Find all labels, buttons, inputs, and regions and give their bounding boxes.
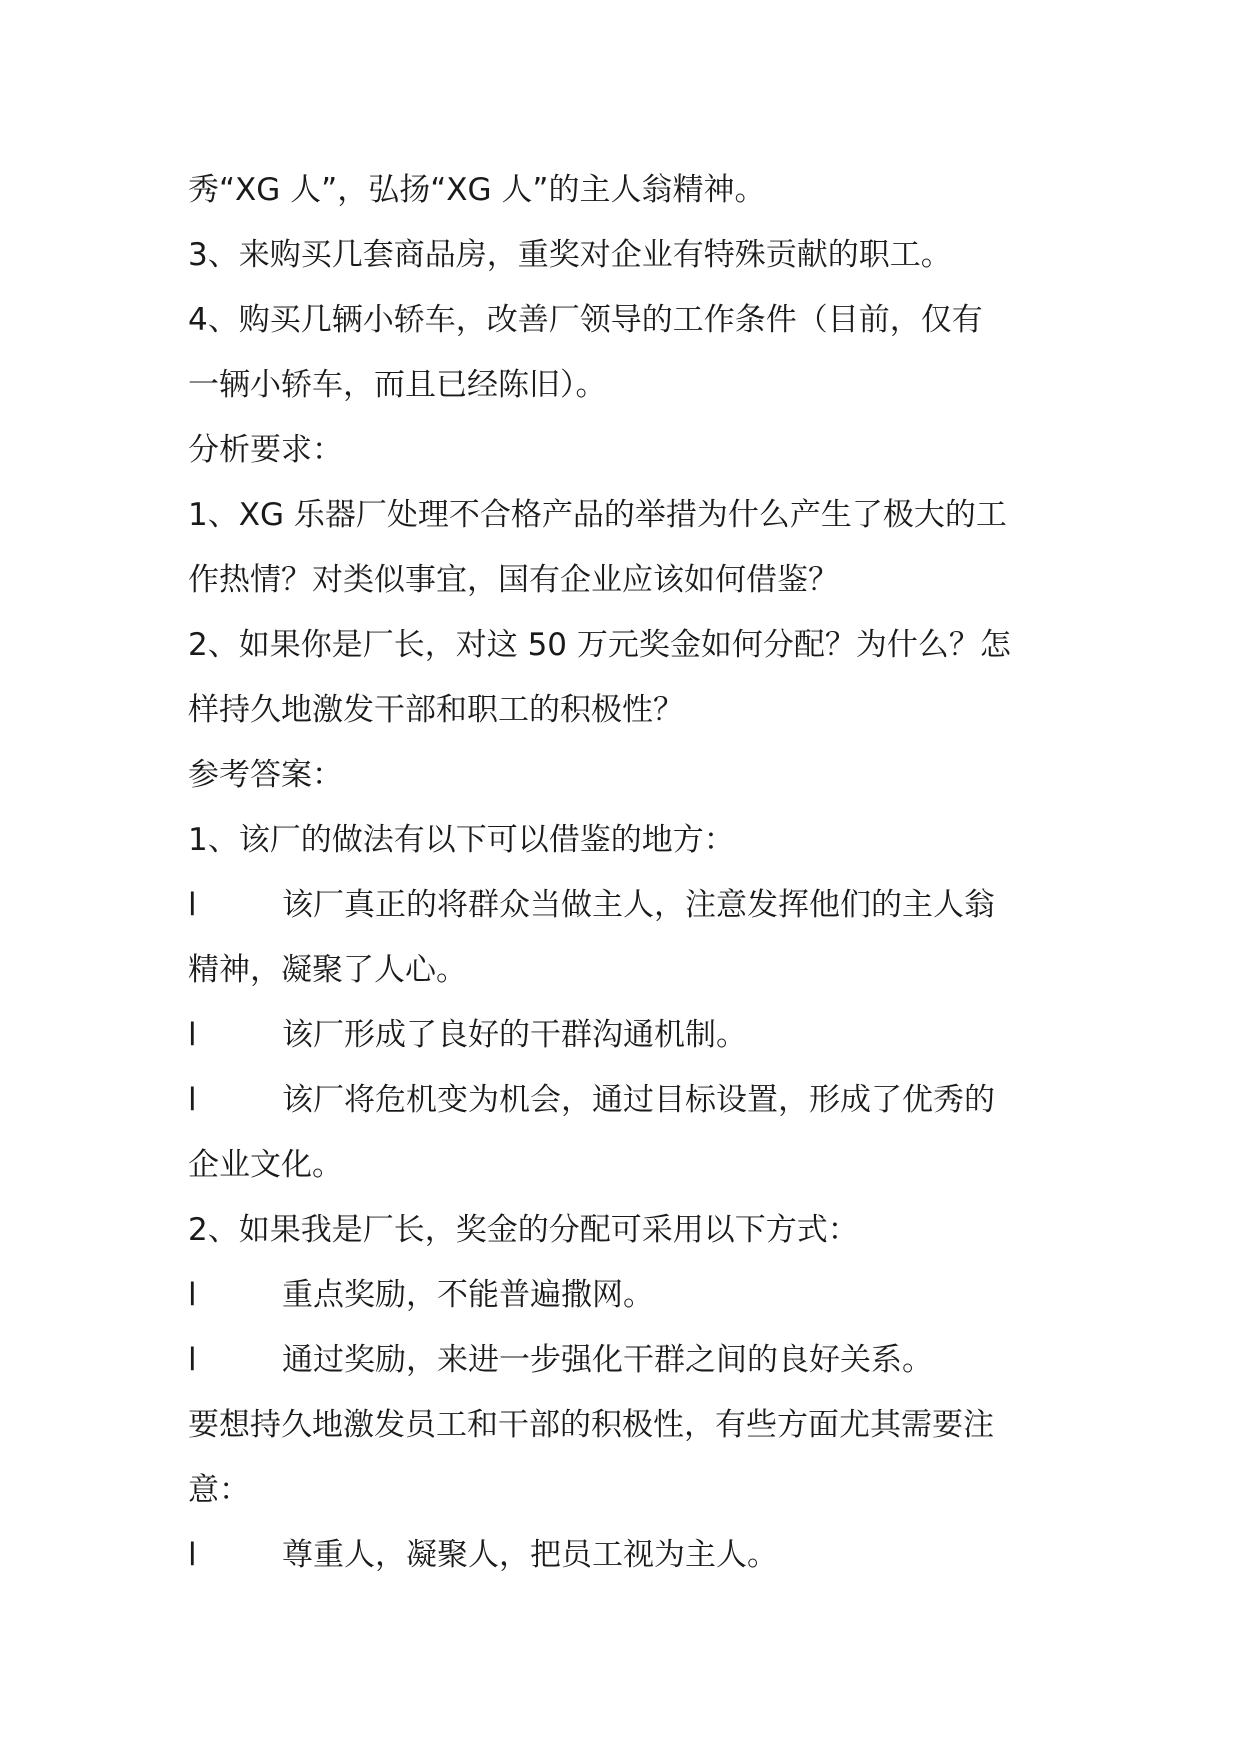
paragraph-line: 秀“XG 人”，弘扬“XG 人”的主人翁精神。 xyxy=(188,172,766,208)
paragraph-line: 1、该厂的做法有以下可以借鉴的地方： xyxy=(188,822,735,858)
document-body xyxy=(188,158,1068,1588)
bullet-item xyxy=(188,1068,1068,1133)
section-heading: 分析要求： xyxy=(188,432,343,468)
bullet-mark: l xyxy=(188,1277,197,1313)
bullet-mark: l xyxy=(188,887,197,923)
bullet-item xyxy=(188,1523,1068,1588)
paragraph-line: 3、来购买几套商品房，重奖对企业有特殊贡献的职工。 xyxy=(188,237,952,273)
bullet-text: 该厂形成了良好的干群沟通机制。 xyxy=(282,1017,747,1053)
bullet-mark: l xyxy=(188,1017,197,1053)
bullet-item xyxy=(188,1003,1068,1068)
paragraph-line: 意： xyxy=(188,1472,250,1508)
bullet-text: 尊重人，凝聚人，把员工视为主人。 xyxy=(282,1537,778,1573)
bullet-mark: l xyxy=(188,1082,197,1118)
paragraph-line: 要想持久地激发员工和干部的积极性，有些方面尤其需要注 xyxy=(188,1407,994,1443)
bullet-text: 该厂真正的将群众当做主人，注意发挥他们的主人翁 xyxy=(282,887,995,923)
paragraph-line: 1、XG 乐器厂处理不合格产品的举措为什么产生了极大的工 xyxy=(188,497,1007,533)
paragraph-line: 2、如果我是厂长，奖金的分配可采用以下方式： xyxy=(188,1212,859,1248)
bullet-mark: l xyxy=(188,1342,197,1378)
section-heading: 参考答案： xyxy=(188,757,343,793)
paragraph-line: 4、购买几辆小轿车，改善厂领导的工作条件（目前，仅有 xyxy=(188,302,983,338)
bullet-text: 重点奖励，不能普遍撒网。 xyxy=(282,1277,654,1313)
bullet-text: 通过奖励，来进一步强化干群之间的良好关系。 xyxy=(282,1342,933,1378)
paragraph-line: 样持久地激发干部和职工的积极性？ xyxy=(188,692,684,728)
paragraph-line: 企业文化。 xyxy=(188,1147,343,1183)
bullet-mark: l xyxy=(188,1537,197,1573)
paragraph-line: 一辆小轿车，而且已经陈旧）。 xyxy=(188,367,607,403)
paragraph-line: 作热情？对类似事宜，国有企业应该如何借鉴？ xyxy=(188,562,839,598)
bullet-item xyxy=(188,1263,1068,1328)
paragraph-line: 精神，凝聚了人心。 xyxy=(188,952,467,988)
bullet-item xyxy=(188,873,1068,938)
paragraph-line: 2、如果你是厂长，对这 50 万元奖金如何分配？为什么？怎 xyxy=(188,627,1011,663)
bullet-text: 该厂将危机变为机会，通过目标设置，形成了优秀的 xyxy=(282,1082,995,1118)
bullet-item xyxy=(188,1328,1068,1393)
